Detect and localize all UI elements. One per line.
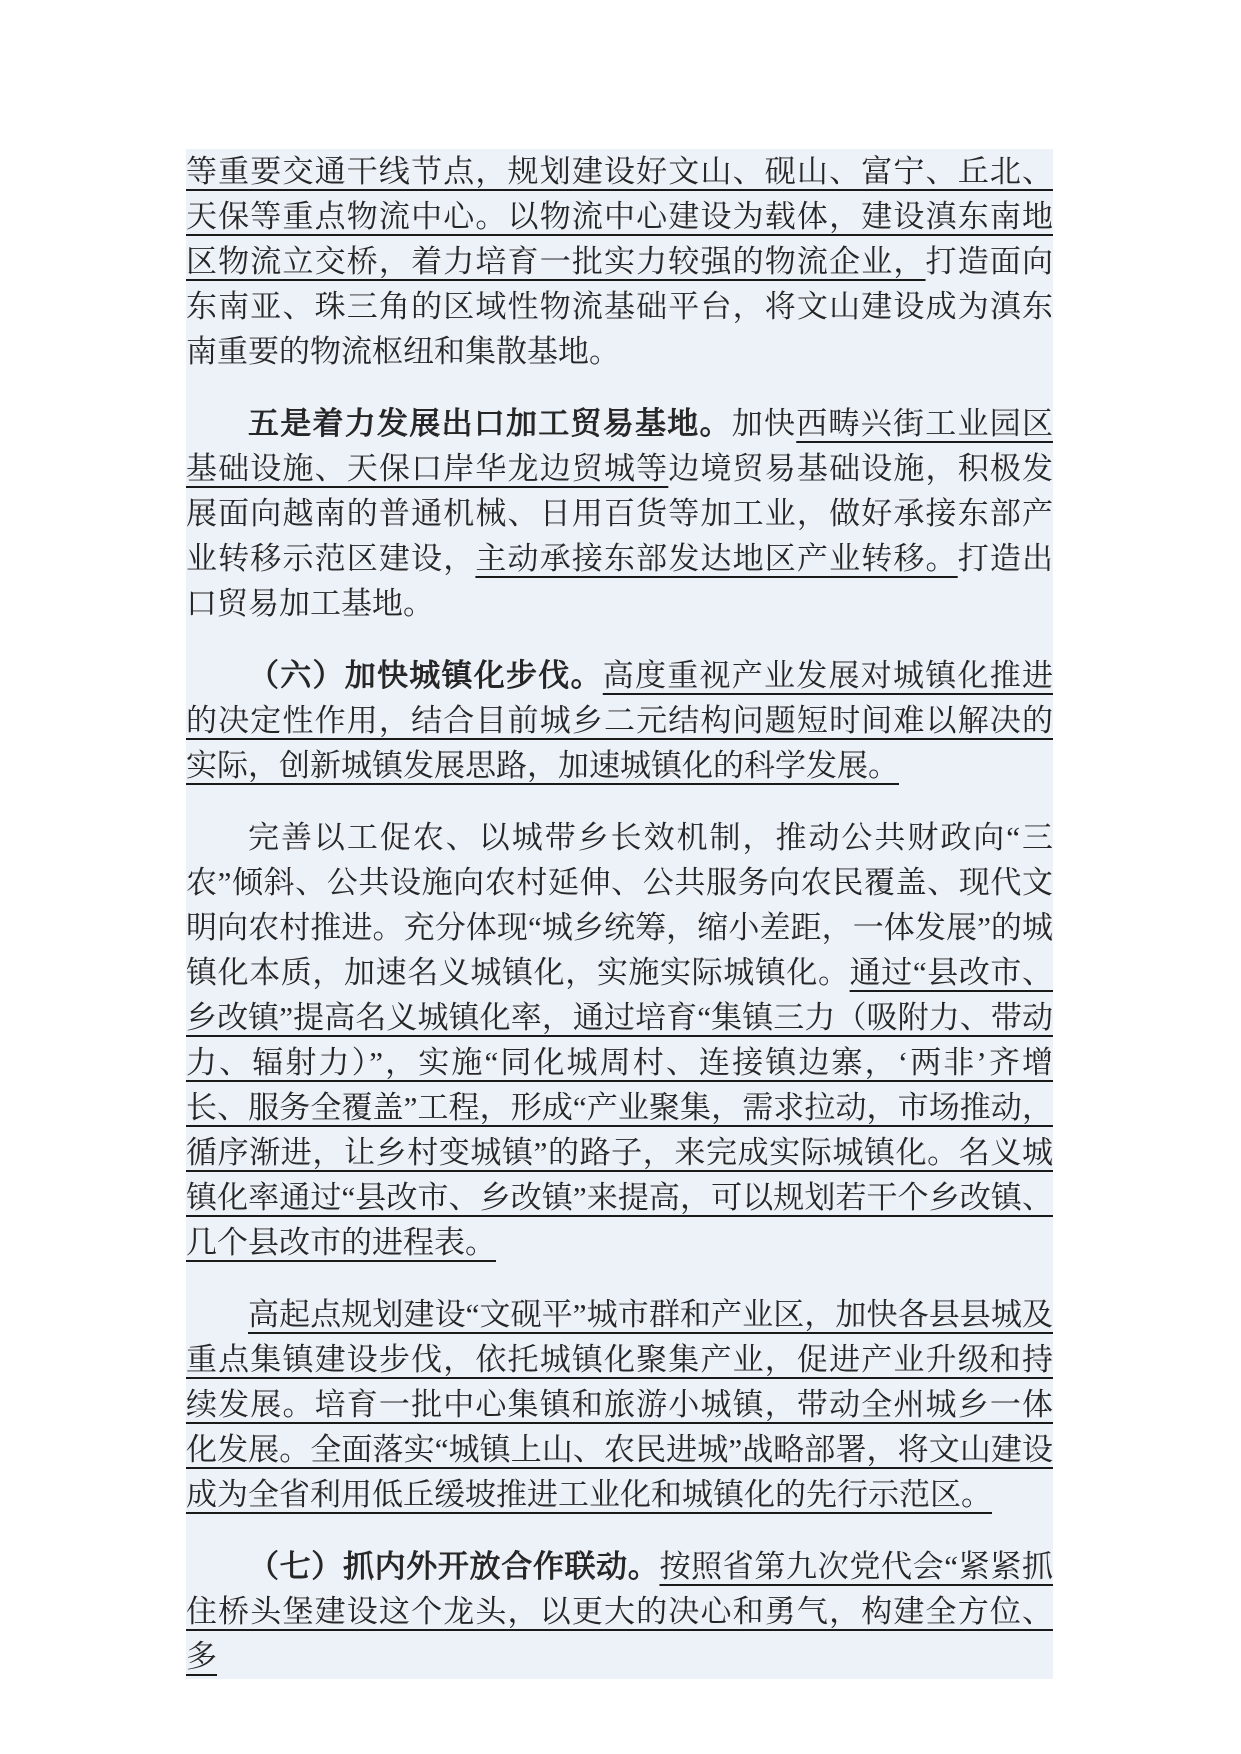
text-run: （六）加快城镇化步伐。 bbox=[248, 658, 603, 693]
text-run: 打造出口贸易加工基地。 bbox=[186, 541, 1054, 621]
text-run: 主动承接东部发达地区产业转移。 bbox=[475, 541, 958, 576]
text-run: 完善以工促农、以城带乡长效机制，推动公共财政向“三农”倾斜、公共设施向农村延伸、公共服务向农民覆盖、现代文明向农村推进。充分体现“城乡统筹，缩小差距，一体发展”的城镇化本质，加速名义城镇化，实施实际城镇化。 bbox=[186, 820, 1053, 990]
text-run: 高起点规划建设“文砚平”城市群和产业区，加快各县县城及重点集镇建设步伐，依托城镇化聚集产业，促进产业升级和持续发展。培育一批中心集镇和旅游小城镇，带动全州城乡一体化发展。全面落实“城镇上山、农民进城”战略部署，将文山建设成为全省利用低丘缓坡推进工业化和城镇化的先行示范区。 bbox=[186, 1297, 1053, 1512]
document-text-block bbox=[186, 149, 1053, 1679]
text-run: 等重要交通干线节点，规划建设好文山、砚山、富宁、丘北、天保等重点物流中心。以物流中心建设为载体，建设滇东南地区物流立交桥，着力培育一批实力较强的物流企业， bbox=[186, 154, 1053, 279]
text-run: 边境贸易基础设施，积极发展面向越南的普通机械、日用百货等加工业，做好承接东部产业转移示范区建设， bbox=[186, 451, 1054, 576]
paragraph bbox=[186, 401, 1053, 626]
paragraph bbox=[186, 149, 1053, 374]
paragraph bbox=[186, 1544, 1053, 1679]
text-run: （七）抓内外开放合作联动。 bbox=[248, 1549, 660, 1584]
text-run: 五是着力发展出口加工贸易基地。 bbox=[248, 406, 732, 441]
text-run: 按照省第九次党代会“紧紧抓住桥头堡建设这个龙头，以更大的决心和勇气，构建全方位、多 bbox=[186, 1549, 1054, 1674]
text-run: 打造面向东南亚、珠三角的区域性物流基础平台，将文山建设成为滇东南重要的物流枢纽和集散基地。 bbox=[186, 244, 1054, 369]
text-run: 西畴兴街工业园区基础设施、天保口岸华龙边贸城等 bbox=[186, 406, 1053, 486]
paragraph bbox=[186, 815, 1053, 1265]
paragraph bbox=[186, 1292, 1053, 1517]
text-run: 加快 bbox=[731, 406, 797, 441]
paragraph bbox=[186, 653, 1053, 788]
text-run: 高度重视产业发展对城镇化推进的决定性作用，结合目前城乡二元结构问题短时间难以解决的实际，创新城镇发展思路，加速城镇化的科学发展。 bbox=[186, 658, 1053, 783]
text-run: 通过“县改市、乡改镇”提高名义城镇化率，通过培育“集镇三力（吸附力、带动力、辐射力）”，实施“同化城周村、连接镇边寨，‘两非’齐增长、服务全覆盖”工程，形成“产业聚集，需求拉动，市场推动，循序渐进，让乡村变城镇”的路子，来完成实际城镇化。名义城镇化率通过“县改市、乡改镇”来提高，可以规划若干个乡改镇、几个县改市的进程表。 bbox=[186, 955, 1053, 1260]
